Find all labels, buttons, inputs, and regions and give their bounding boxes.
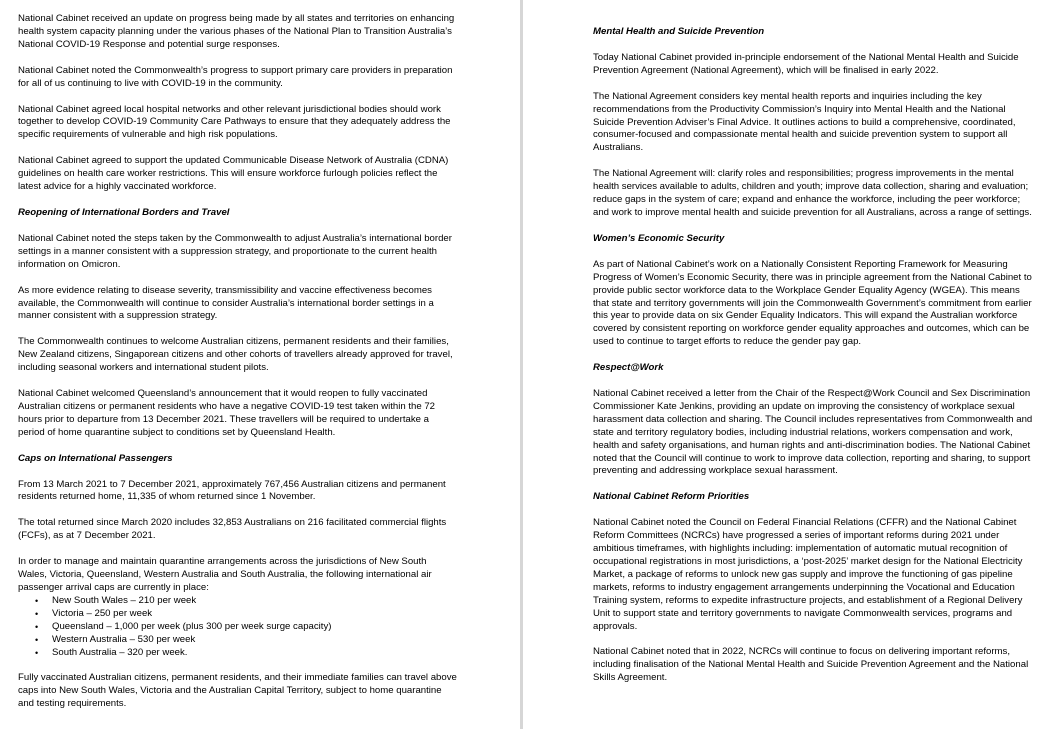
list-item-text: New South Wales – 210 per week — [52, 594, 197, 606]
list-item — [35, 633, 458, 647]
paragraph: The Commonwealth continues to welcome Australian citizens, permanent residents and their families, New Zealand citizens, Singaporean citizens and other cohorts of travellers already approved for travel, including seasonal workers and international student pilots. — [18, 336, 453, 374]
list-item — [35, 594, 458, 608]
paragraph: In order to manage and maintain quarantine arrangements across the jurisdictions of New South Wales, Victoria, Queensland, Western Australia and South Australia, the following international air passenger arrival caps are currently in place: — [18, 556, 432, 593]
paragraph: As more evidence relating to disease severity, transmissibility and vaccine effectiveness becomes available, the Commonwealth will continue to consider Australia’s international border settings in a manner consistent with a suppression strategy. — [18, 284, 434, 322]
paragraph: National Cabinet noted the Commonwealth’s progress to support primary care providers in preparation for all of us continuing to live with COVID-19 in the community. — [18, 64, 453, 89]
paragraph: National Cabinet received a letter from the Chair of the Respect@Work Council and Sex Discrimination Commissioner Kate Jenkins, providing an update on improving the consistency of workplace sexual harassment data collection and sharing. The Council includes representatives from Commonwealth and state and territory regulatory bodies, including industrial relations, workers compensation and work, health and safety organisations, and human rights and anti-discrimination bodies. The National Cabinet noted that the Council will continue to work to improve data collection, reporting and sharing, to support preventing and addressing workplace sexual harassment. — [593, 388, 1033, 477]
caps-list — [18, 595, 458, 660]
bullet-icon: • — [35, 608, 39, 619]
page-right — [523, 0, 1042, 729]
section-heading-mental-health: Mental Health and Suicide Prevention — [593, 26, 765, 37]
list-item — [35, 607, 458, 621]
paragraph: National Cabinet agreed local hospital networks and other relevant jurisdictional bodies should work together to develop COVID-19 Community Care Pathways to ensure that they adequately address the specific requirements of vulnerable and high risk populations. — [18, 103, 451, 141]
paragraph: From 13 March 2021 to 7 December 2021, approximately 767,456 Australian citizens and permanent residents returned home, 11,335 of whom returned since 1 November. — [18, 478, 446, 503]
list-item — [35, 646, 458, 660]
section-heading-respect-at-work: Respect@Work — [593, 362, 664, 374]
list-item-text: Western Australia – 530 per week — [52, 633, 196, 645]
paragraph: National Cabinet noted the steps taken by the Commonwealth to adjust Australia’s international border settings in a manner consistent with a suppression strategy, and proportionate to the current health information on Omicron. — [18, 232, 452, 270]
paragraph: National Cabinet welcomed Queensland’s announcement that it would reopen to fully vaccinated Australian citizens or permanent residents who have a negative COVID-19 test taken within the 72 hours prior to departure from 13 December 2021. These travellers will be required to undertake a period of home quarantine subject to conditions set by Queensland Health. — [18, 388, 436, 438]
section-heading-reform-priorities: National Cabinet Reform Priorities — [593, 491, 750, 503]
paragraph: The total returned since March 2020 includes 32,853 Australians on 216 facilitated commercial flights (FCFs), as at 7 December 2021. — [18, 517, 447, 542]
paragraph: Today National Cabinet provided in-principle endorsement of the National Mental Health and Suicide Prevention Agreement (National Agreement), which will be finalised in early 2022. — [593, 51, 1019, 76]
section-heading-womens-economic-security: Women’s Economic Security — [593, 232, 725, 244]
list-item-text: South Australia – 320 per week. — [52, 646, 188, 658]
section-heading-borders: Reopening of International Borders and Travel — [18, 206, 230, 218]
left-column — [18, 13, 458, 724]
bullet-icon: • — [35, 621, 39, 632]
bullet-icon: • — [35, 647, 39, 658]
right-column — [593, 26, 1033, 698]
paragraph: National Cabinet noted the Council on Federal Financial Relations (CFFR) and the National Cabinet Reform Committees (NCRCs) have progressed a series of important reforms during 2021 under ambitious timeframes, with highlights including: implementation of automatic mutual recognition of occupational registrations in most jurisdictions, a ‘post-2025’ market design for the National Electricity Market, a package of reforms to unlock new gas supply and improve the functioning of gas pipeline markets, reforms to industry engagement arrangements underpinning the Vocational and Education Training system, reforms to expedite infrastructure projects, and establishment of a Regional Delivery Unit to support state and territory governments to navigate Commonwealth services, programs and approvals. — [593, 517, 1023, 632]
list-item-text: Victoria – 250 per week — [52, 607, 153, 619]
paragraph: National Cabinet noted that in 2022, NCRCs will continue to focus on delivering important reforms, including finalisation of the National Mental Health and Suicide Prevention Agreement and the National Skills Agreement. — [593, 646, 1029, 684]
section-heading-caps: Caps on International Passengers — [18, 452, 173, 464]
paragraph: The National Agreement will: clarify roles and responsibilities; progress improvements in the mental health services available to adults, children and youth; improve data collection, sharing and evaluation; reduce gaps in the system of care; expand and enhance the workforce, including the peer workforce; and work to improve mental health and suicide prevention for all Australians, across a range of settings. — [593, 168, 1032, 218]
paragraph: The National Agreement considers key mental health reports and inquiries including the key recommendations from the Productivity Commission’s Inquiry into Mental Health and the National Suicide Prevention Adviser’s Final Advice. It outlines actions to build a comprehensive, coordinated, consumer-focused and compassionate mental health and suicide prevention system to support all Australians. — [593, 90, 1016, 154]
paragraph: National Cabinet received an update on progress being made by all states and territories on enhancing health system capacity planning under the various phases of the National Plan to Transition Australia’s National COVID-19 Response and potential surge responses. — [18, 13, 455, 50]
paragraph: As part of National Cabinet’s work on a Nationally Consistent Reporting Framework for Measuring Progress of Women’s Economic Security, there was in principle agreement from the National Cabinet to provide public sector workforce data to the Workplace Gender Equality Agency (WGEA). This means that state and territory governments will join the Commonwealth Government’s commitment from earlier this year to provide data on six Gender Equality Indicators. This will expand the Australian workforce covered by consistent reporting on workforce gender equality approaches and outcomes, which can be used to continue to target efforts to reduce the gender pay gap. — [593, 258, 1032, 348]
list-item-text: Queensland – 1,000 per week (plus 300 per week surge capacity) — [52, 620, 332, 632]
bullet-icon: • — [35, 595, 39, 606]
page-left — [0, 0, 520, 729]
paragraph: National Cabinet agreed to support the updated Communicable Disease Network of Australia (CDNA) guidelines on health care worker restrictions. This will ensure workforce furlough policies reflect the latest advice for a highly vaccinated workforce. — [18, 155, 449, 193]
bullet-icon: • — [35, 634, 39, 645]
paragraph: Fully vaccinated Australian citizens, permanent residents, and their immediate families can travel above caps into New South Wales, Victoria and the Australian Capital Territory, subject to home quarantine and testing requirements. — [18, 672, 457, 710]
list-item — [35, 620, 458, 634]
